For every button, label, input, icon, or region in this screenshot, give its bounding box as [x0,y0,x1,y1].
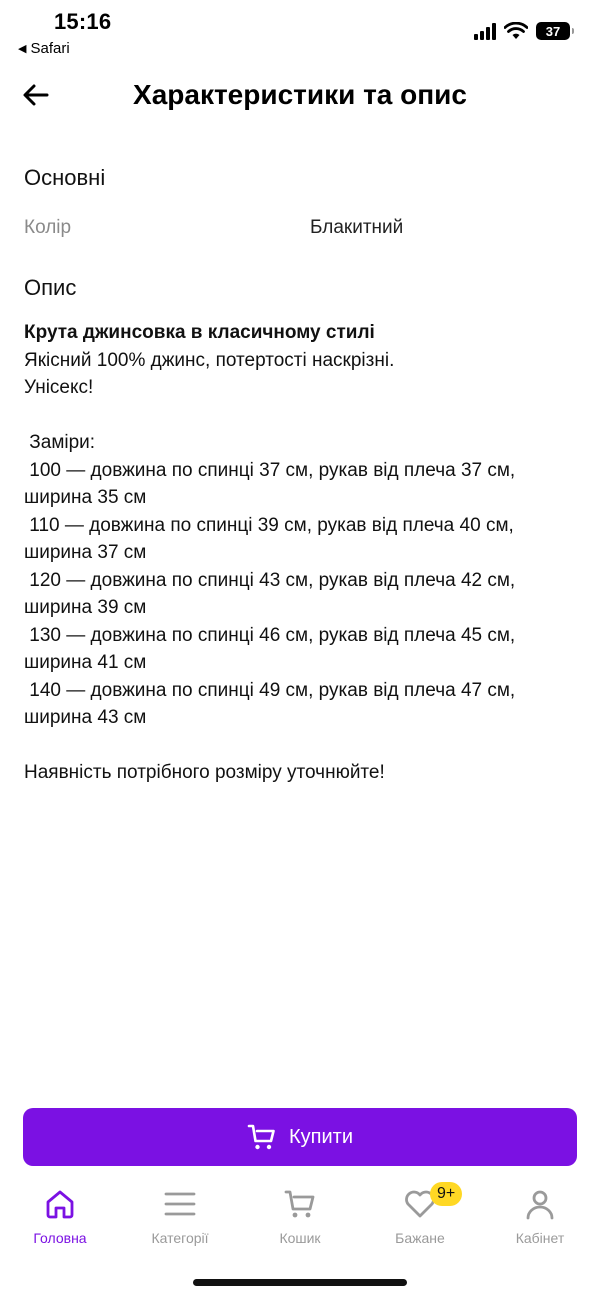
nav-label: Категорії [151,1230,209,1246]
content [24,165,579,787]
cellular-signal-icon [474,22,496,40]
battery-icon [536,22,570,40]
nav-item-cart[interactable] [240,1180,360,1250]
back-triangle-icon: ◀ [18,43,27,55]
description-line: 120 — довжина по спинці 43 см, рукав від плеча 42 см, ширина 39 см [24,569,521,618]
nav-item-home[interactable] [0,1180,120,1250]
nav-label: Бажане [395,1230,445,1246]
nav-label: Головна [33,1230,87,1246]
nav-item-account[interactable] [480,1180,600,1250]
menu-icon [162,1186,198,1222]
property-row-color [24,217,579,239]
description-blank-line [24,402,579,430]
back-app-label: Safari [30,40,70,57]
back-arrow-icon[interactable] [20,79,52,111]
nav-label: Кабінет [515,1230,565,1246]
home-indicator[interactable] [193,1279,407,1286]
wifi-icon [504,22,528,40]
description-line: 100 — довжина по спинці 37 см, рукав від плеча 37 см, ширина 35 см [24,459,521,508]
description-line: Наявність потрібного розміру уточнюйте! [24,762,385,783]
user-icon [522,1186,558,1222]
cart-icon [282,1186,318,1222]
nav-label: Кошик [279,1230,321,1246]
description-line: 110 — довжина по спинці 39 см, рукав від плеча 40 см, ширина 37 см [24,514,520,563]
nav-item-wishlist[interactable] [360,1180,480,1250]
battery-level: 37 [545,23,561,39]
nav-item-categories[interactable] [120,1180,240,1250]
description-line: 140 — довжина по спинці 49 см, рукав від плеча 47 см, ширина 43 см [24,679,521,728]
description-section-title: Опис [24,275,77,300]
description-text [24,319,579,787]
buy-button[interactable] [23,1108,577,1166]
page-title: Характеристики та опис [133,79,467,110]
description-line: Якісний 100% джинс, потертості наскрізні. [24,349,395,371]
status-time: 15:16 [54,9,112,34]
wishlist-badge: 9+ [430,1182,462,1206]
bottom-nav [0,1180,600,1250]
buy-button-label: Купити [289,1125,353,1148]
main-section-title: Основні [24,165,106,190]
description-line: Унісекс! [24,377,94,398]
description-line: 130 — довжина по спинці 46 см, рукав від плеча 45 см, ширина 41 см [24,624,521,673]
back-to-app-link[interactable] [18,40,70,57]
description-line: Заміри: [24,432,96,453]
home-icon [42,1186,78,1222]
property-key: Колір [24,217,72,238]
description-blank-line [24,732,579,760]
cart-icon [247,1122,277,1152]
description-heading: Крута джинсовка в класичному стилі [24,322,375,343]
property-value: Блакитний [310,217,404,238]
status-icons [474,22,570,40]
header [0,70,600,120]
